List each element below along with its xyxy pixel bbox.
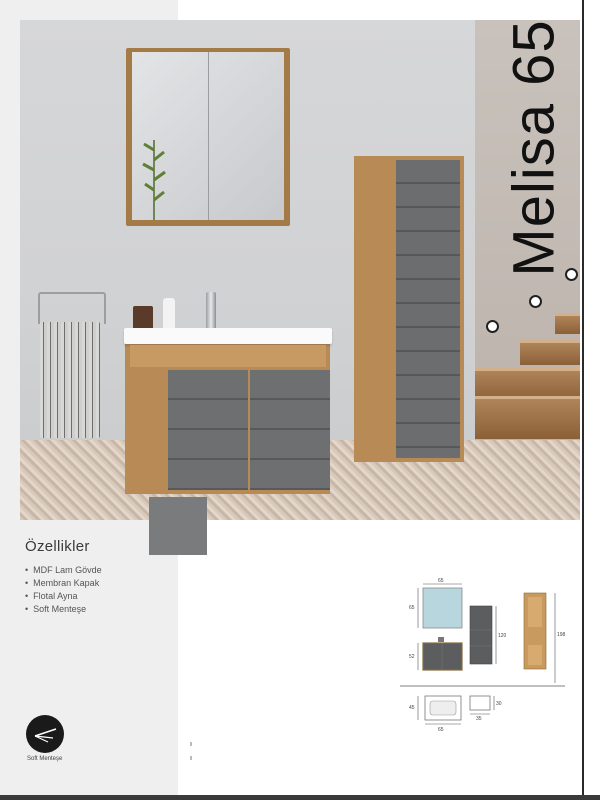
drawing-shelf [528,597,542,627]
drawing-tall-top [470,696,490,710]
feature-item: • MDF Lam Gövde [25,564,102,577]
drawing-mirror [423,588,462,628]
dim-cabinet-height: 120 [498,633,507,639]
dim-tall-depth: 30 [496,701,502,707]
dim-vanity-width: 65 [438,727,444,733]
drawing-shelf [528,645,542,665]
drawing-tall-cabinet [470,606,492,664]
dim-total-height: 198 [557,632,566,638]
soft-close-label: Soft Menteşe [27,756,63,762]
dim-mirror-height: 65 [409,605,415,611]
features-heading: Özellikler [25,538,90,555]
drawing-basin [430,701,456,715]
feature-item: • Membran Kapak [25,577,102,590]
dim-vanity-depth: 45 [409,705,415,711]
product-name: Melisa 65 [501,19,566,277]
drawing-faucet [438,637,444,642]
drawing-vanity [423,643,462,670]
dim-vanity-height: 52 [409,654,415,660]
feature-item: • Flotal Ayna [25,590,102,603]
dim-mirror-width: 65 [438,578,444,584]
dim-tall-width: 35 [476,716,482,722]
feature-item: • Soft Menteşe [25,603,102,616]
